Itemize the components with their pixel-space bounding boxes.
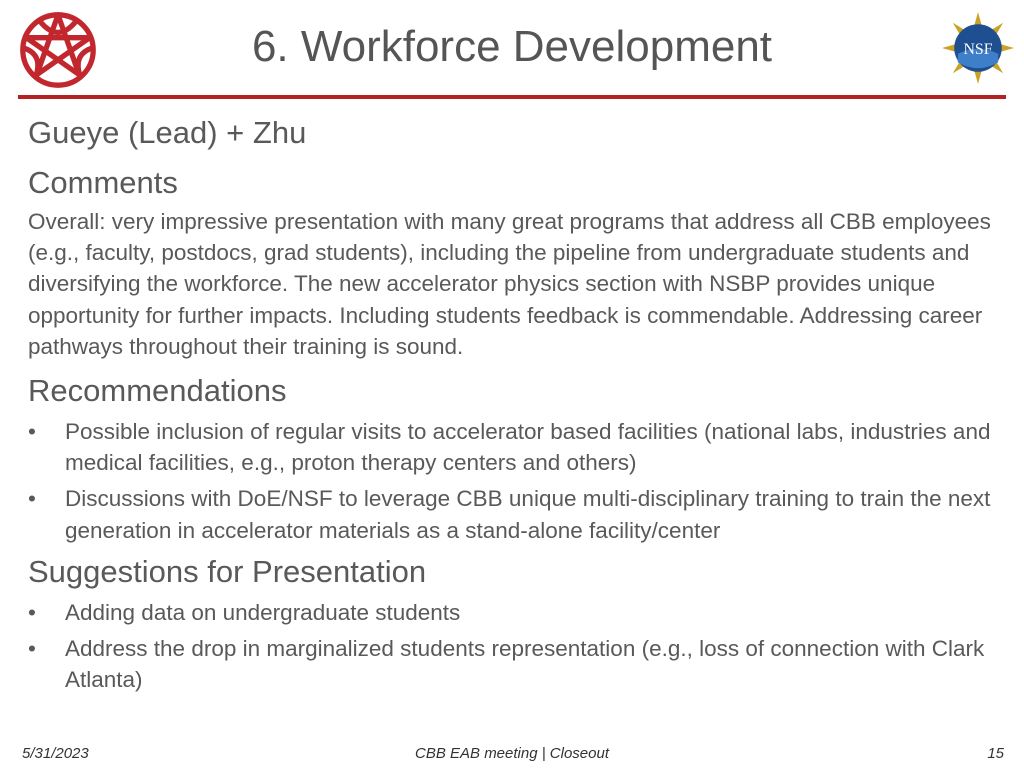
suggestions-list	[28, 597, 998, 696]
bullet-icon: •	[28, 636, 36, 662]
nsf-logo-text: NSF	[963, 40, 993, 58]
bullet-icon: •	[28, 419, 36, 445]
slide-content	[28, 112, 998, 700]
bullet-icon: •	[28, 486, 36, 512]
review-leads: Gueye (Lead) + Zhu	[28, 115, 307, 150]
bullet-icon: •	[28, 599, 36, 625]
recommendations-list	[28, 416, 998, 546]
recommendations-heading: Recommendations	[28, 373, 287, 409]
footer-date: 5/31/2023	[22, 745, 89, 762]
recommendation-text: Discussions with DoE/NSF to leverage CBB unique multi-disciplinary training to train the next generation in accelerator materials as a stand-alone facility/center	[65, 486, 991, 543]
title-divider	[18, 95, 1006, 99]
recommendation-text: Possible inclusion of regular visits to accelerator based facilities (national labs, industries and medical facilities, e.g., proton therapy centers and others)	[65, 419, 991, 476]
list-item	[28, 483, 998, 545]
suggestion-text: Address the drop in marginalized students representation (e.g., loss of connection with Clark Atlanta)	[65, 636, 985, 693]
list-item	[28, 597, 998, 628]
footer-meeting-label: CBB EAB meeting | Closeout	[415, 745, 609, 762]
comments-text: Overall: very impressive presentation with many great programs that address all CBB employees (e.g., faculty, postdocs, grad students), including the pipeline from undergraduate students and diversifying the workforce. The new accelerator physics section with NSBP provides unique opportunity for further impacts. Including students feedback is commendable. Addressing career pathways throughout their training is sound.	[28, 209, 991, 359]
nsf-logo	[942, 12, 1014, 84]
list-item	[28, 416, 998, 478]
list-item	[28, 633, 998, 695]
suggestion-text: Adding data on undergraduate students	[65, 599, 461, 625]
slide-title: 6. Workforce Development	[251, 22, 773, 71]
suggestions-heading: Suggestions for Presentation	[28, 553, 427, 589]
comments-heading: Comments	[28, 165, 178, 200]
page-number: 15	[987, 745, 1004, 762]
